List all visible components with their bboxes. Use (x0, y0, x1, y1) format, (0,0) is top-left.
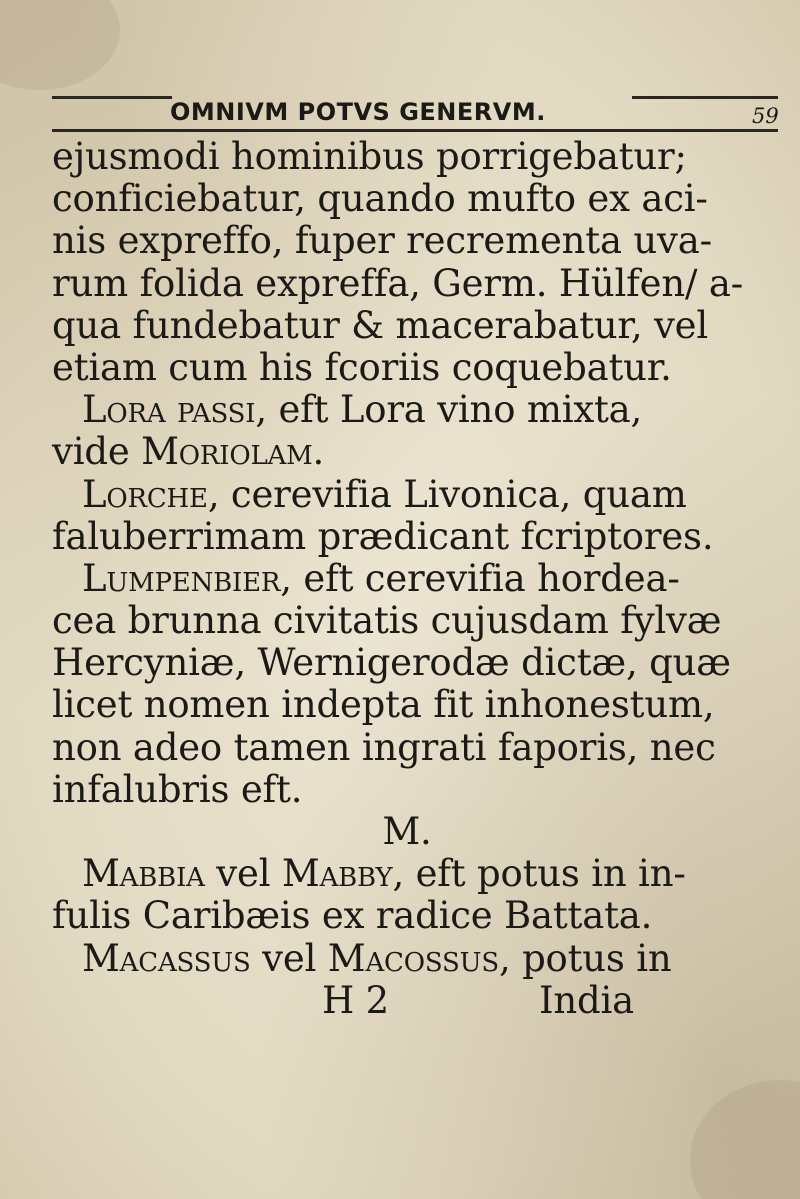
entry-text: vel (204, 852, 282, 896)
text-line: rum folida expreffa, Germ. Hülfen/ a- (52, 261, 743, 305)
catchword: India (538, 978, 634, 1022)
entry-text: , eft potus in in- (392, 852, 686, 896)
entry-lora (52, 389, 782, 431)
text-line: ejusmodi hominibus porrigebatur; (52, 135, 687, 178)
text-line: non adeo tamen ingrati faporis, nec (52, 725, 716, 769)
text-line: infalubris eft. (52, 767, 303, 811)
text-line: Hercyniæ, Wernigerodæ dictæ, quæ (52, 641, 731, 685)
catchline (52, 980, 782, 1022)
body-text (52, 136, 782, 1022)
headword: Macossus (327, 936, 499, 980)
text-line: faluberrimam prædicant fcriptores. (52, 514, 714, 558)
entry-mabbia (52, 853, 782, 895)
text-line: licet nomen indepta fit inhonestum, (52, 683, 715, 727)
cross-reference: Moriolam. (141, 430, 325, 474)
text-line (52, 431, 782, 473)
text-line: nis expreffo, fuper recrementa uva- (52, 219, 712, 263)
entry-text: vide (52, 430, 142, 474)
entry-text: vel (250, 936, 328, 980)
entry-text: , potus in (498, 936, 672, 980)
section-letter: M. (382, 810, 432, 853)
running-head: OMNIVM POTVS GENERVM. (170, 98, 546, 126)
headword: Mabby (281, 852, 393, 896)
headword: Lora passi (82, 388, 256, 432)
paper-stain (0, 0, 120, 90)
headword: Lorche (82, 472, 208, 516)
text-line: fulis Caribæis ex radice Battata. (52, 894, 653, 938)
text-line: cea brunna civitatis cujusdam fylvæ (52, 599, 722, 643)
headword: Lumpenbier (82, 556, 281, 600)
headword: Mabbia (82, 852, 205, 896)
signature-mark: H 2 (322, 978, 389, 1022)
text-line: etiam cum his fcoriis coquebatur. (52, 345, 672, 389)
page-number: 59 (752, 104, 779, 128)
entry-text: , cerevifia Livonica, quam (207, 472, 687, 516)
entry-text: , eft Lora vino mixta, (255, 388, 643, 432)
header-rule (632, 96, 778, 99)
text-line: qua fundebatur & macerabatur, vel (52, 303, 708, 347)
page-header (52, 96, 780, 132)
paper-stain (690, 1080, 800, 1199)
headword: Macassus (82, 936, 251, 980)
text-line: conficiebatur, quando mufto ex aci- (52, 177, 708, 221)
entry-lorche (52, 474, 782, 516)
header-rule (52, 129, 778, 132)
entry-text: , eft cerevifia hordea- (280, 556, 680, 600)
entry-lumpenbier (52, 558, 782, 600)
header-rule (52, 96, 172, 99)
entry-macassus (52, 938, 782, 980)
